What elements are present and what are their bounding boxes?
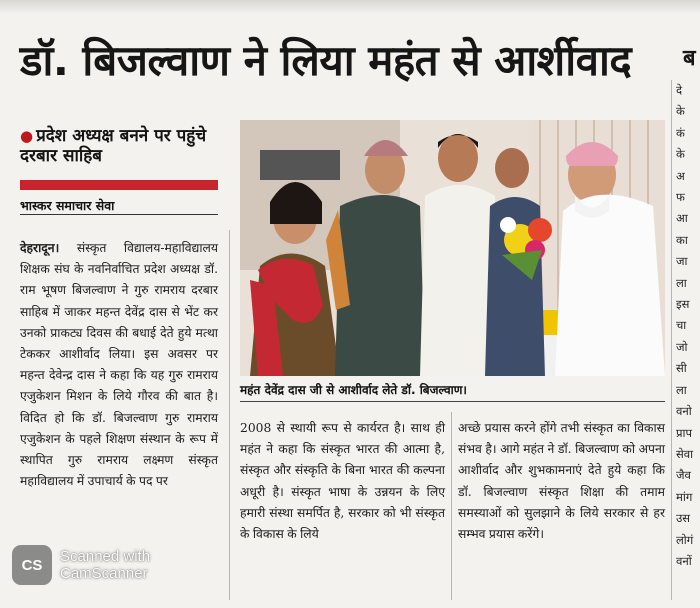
adjacent-article-line: सी [676,361,687,376]
body-column-2: 2008 से स्थायी रूप से कार्यरत है। साथ ही महंत ने कहा कि संस्कृत भारत की आत्मा है, संस्कृत और संस्कृति के बिना भारत की कल्पना अधूरी है। संस्कृत भाषा के उन्नयन के लिए हमारी संस्था समर्पित है, सरकार को भी संस्कृत के विकास के लिये [240,421,445,542]
adjacent-article-line: वनो [676,404,692,419]
column-divider [671,80,672,600]
adjacent-article-line: का [676,232,688,247]
adjacent-article-line: के [676,104,685,119]
adjacent-article-line: ला [676,382,687,397]
adjacent-article-line: जो [676,339,688,354]
adjacent-article-line: वनों [676,553,692,568]
watermark-line-1: Scanned with [60,548,151,565]
byline-rule [20,214,218,215]
camscanner-logo-icon: CS [12,545,52,585]
adjacent-article-line: इस [676,297,690,312]
byline: भास्कर समाचार सेवा [20,198,115,213]
news-photo [240,120,665,376]
adjacent-article-line: अ [676,168,685,183]
adjacent-article-line: जा [676,254,688,269]
dateline: देहरादून। [20,241,60,255]
body-column-3: अच्छे प्रयास करने होंगे तभी संस्कृत का विकास संभव है। आगे महंत ने डॉ. बिजल्वाण को अपना आशीर्वाद और शुभकामनाएं देते हुये कहा कि डॉ. बिजल्वाण संस्कृत शिक्षा की तमाम समस्याओं को सुलझाने के लिये सरकार से हर सम्भव प्रयास करेंगे। [458,421,665,542]
adjacent-article-line: दे [676,83,683,97]
watermark-line-2: CamScanner [60,565,148,582]
adjacent-article-title-fragment: ब [683,46,696,71]
body-column-1-text: संस्कृत विद्यालय-महाविद्यालय शिक्षक संघ के नवनिर्वाचित प्रदेश अध्यक्ष डॉ. राम भूषण बिजल्वाण ने गुरु रामराय दरबार साहिब में जाकर महन्त देवेंद्र दास से भेंट कर उनको प्राकट्य दिवस की बधाई देते हुये मत्था टेककर आशीर्वाद लिया। इस अवसर पर महन्त देवेन्द्र दास ने कहा कि यह गुरु रामराय एजुकेशन मिशन के लिये गौरव की बात है। विदित हो कि डॉ. बिजल्वाण गुरु रामराय एजुकेशन के पहले शिक्षण संस्थान के रूप में स्थापित गुरु रामराय लक्ष्मण संस्कृत महाविद्यालय में उपाचार्य के पद पर [20,241,218,489]
column-divider [229,230,230,600]
adjacent-article-line: प्राप [676,425,693,440]
column-divider [451,412,452,600]
adjacent-article-line: ला [676,275,687,290]
page-top-edge [0,0,700,14]
adjacent-article-line: जैव [676,468,691,483]
headline: डॉ. बिजल्वाण ने लिया महंत से आर्शीवाद [20,36,632,85]
photo-illustration [240,120,665,376]
body-column-1 [20,238,218,492]
red-bullet-icon: ● [20,127,34,145]
caption-rule [240,401,665,402]
adjacent-article-line: मांग [676,489,693,504]
adjacent-article-line: कं [676,125,685,140]
adjacent-article-strip [676,80,700,600]
adjacent-article-line: चा [676,318,687,333]
watermark-text [60,548,150,582]
adjacent-article-line: आ [676,211,688,226]
adjacent-article-line: लोगं [676,532,694,547]
subheadline-text: प्रदेश अध्यक्ष बनने पर पहुंचे दरबार साहिब [20,126,207,167]
photo-caption: महंत देवेंद्र दास जी से आशीर्वाद लेते डॉ. बिजल्वाण। [240,383,467,397]
camscanner-watermark [12,545,150,585]
subheadline [20,126,218,167]
red-underline-bar [20,180,218,190]
adjacent-article-line: उस [676,511,691,526]
adjacent-article-line: फ [676,190,685,205]
adjacent-article-line: सेवा [676,446,694,461]
adjacent-article-line: के [676,147,685,162]
